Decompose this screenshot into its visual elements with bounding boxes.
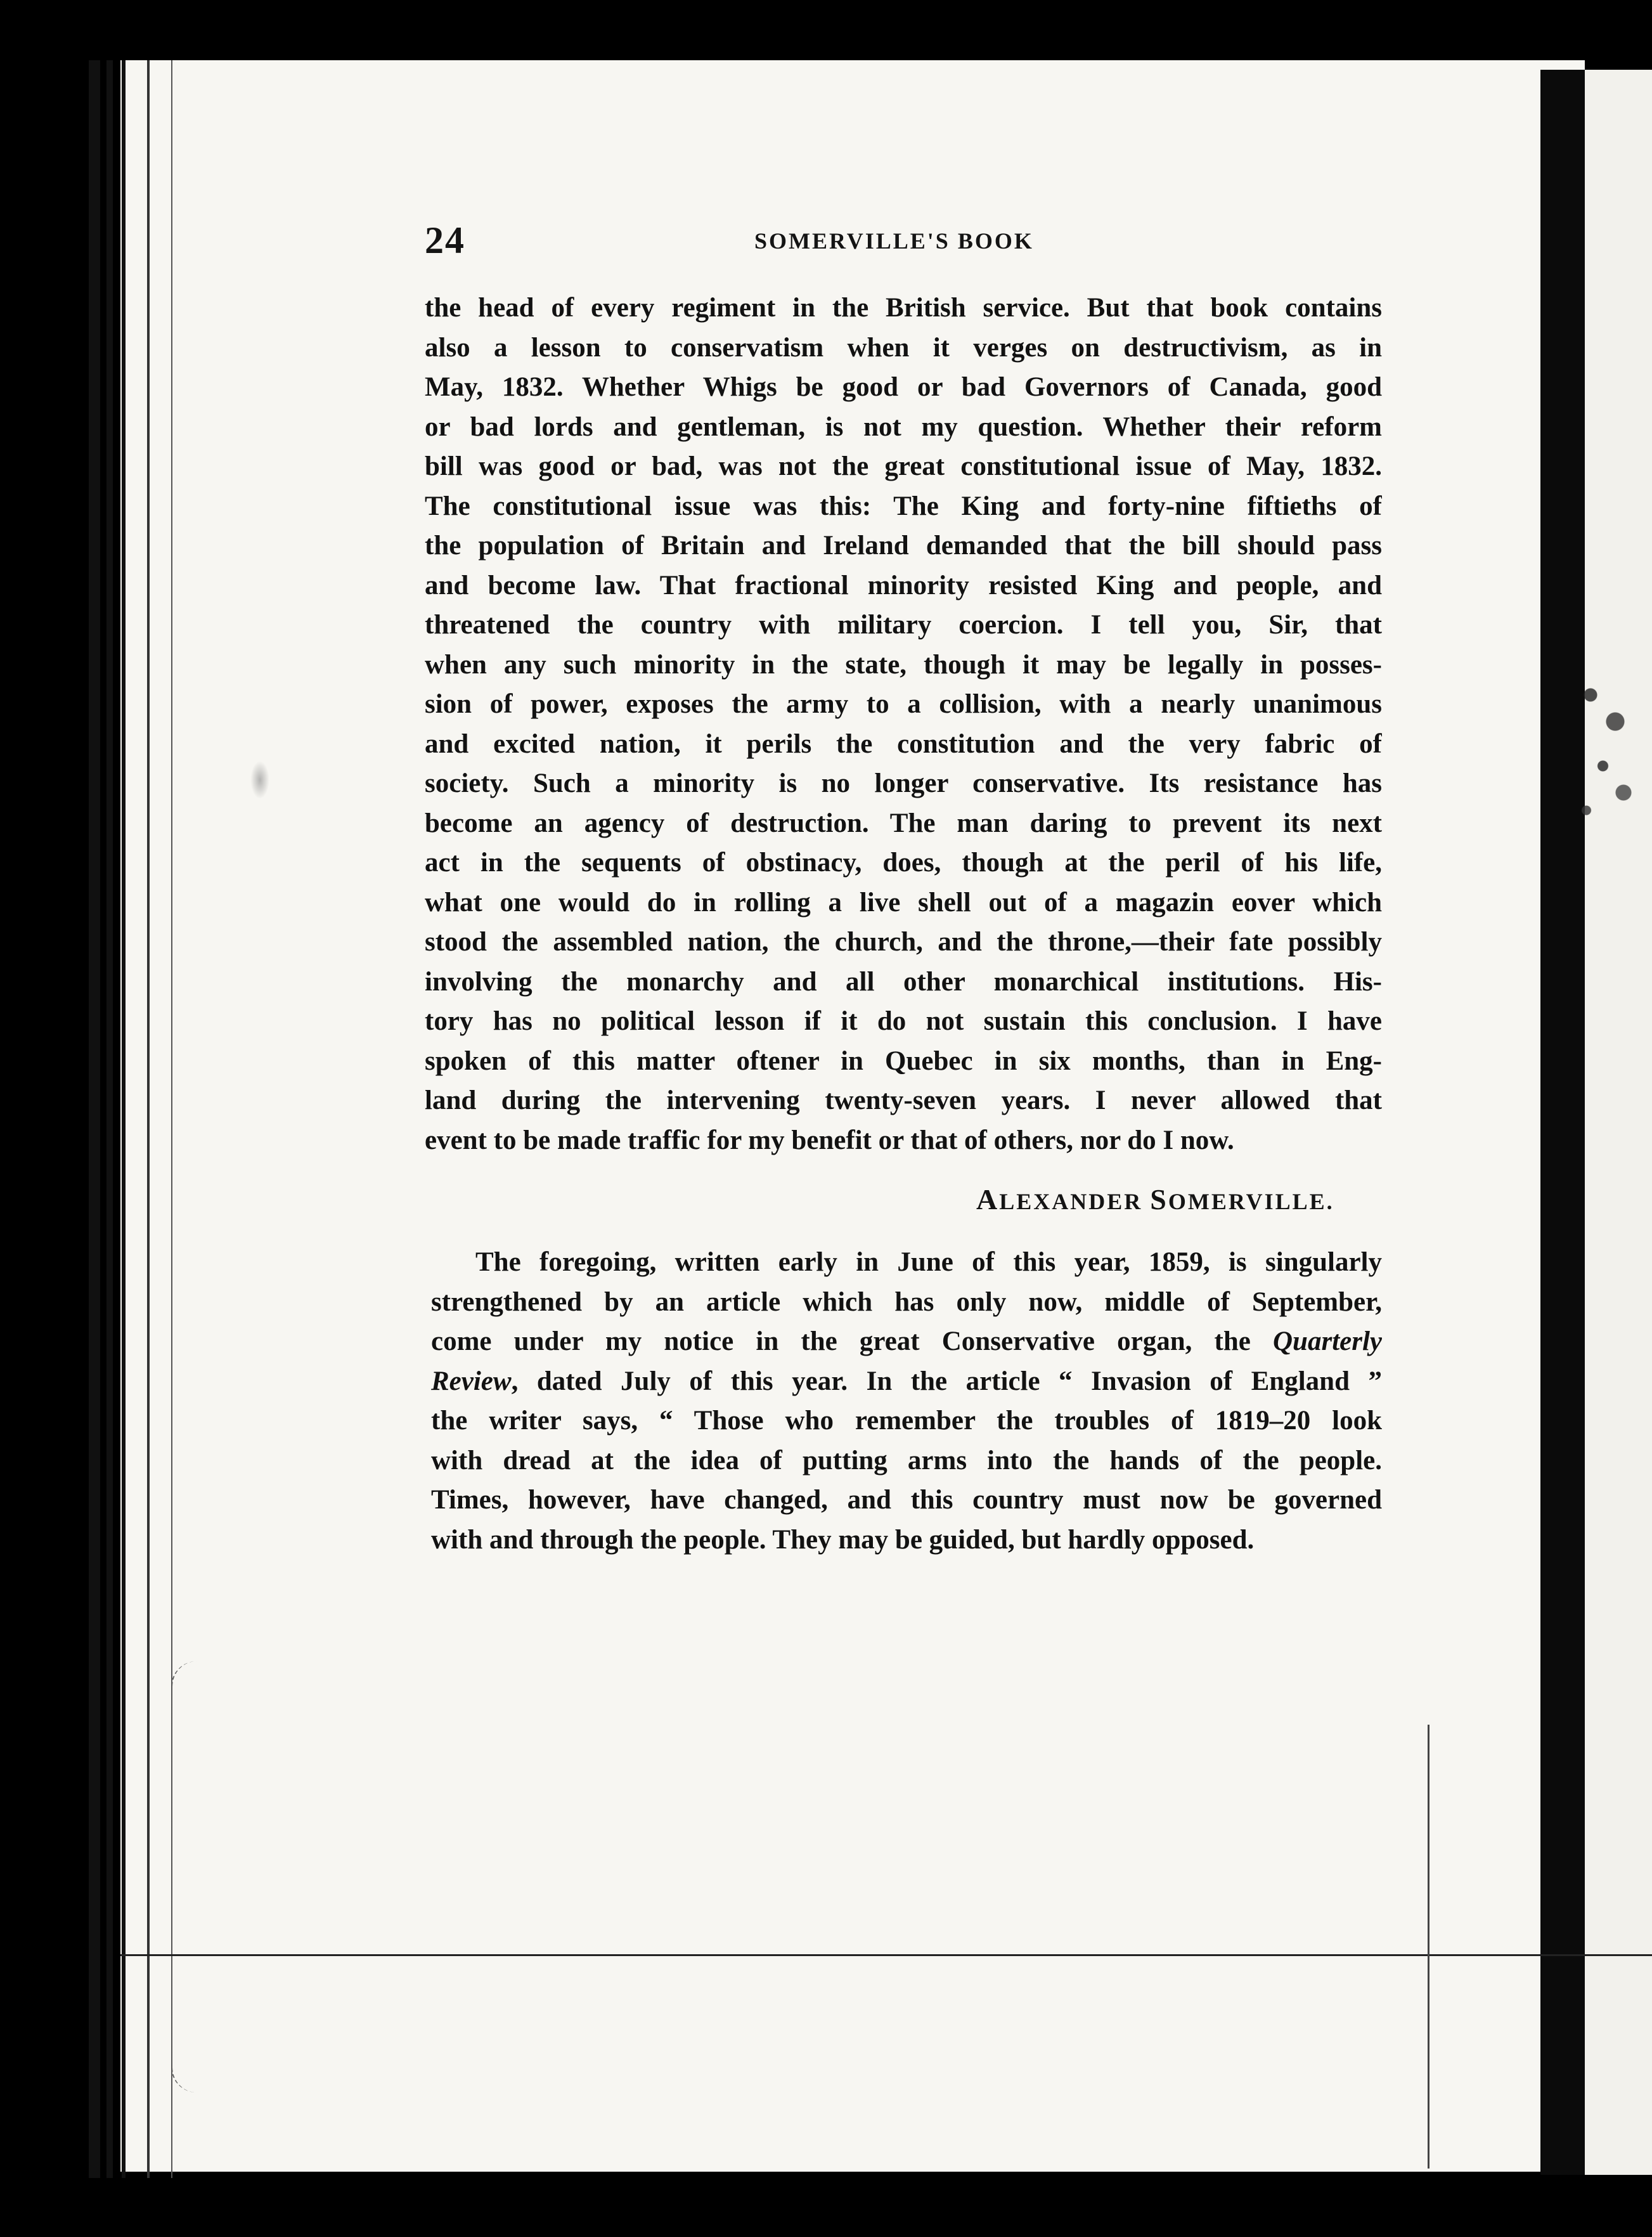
text-segment: come under my notice in the great Conservative organ, the (431, 1326, 1273, 1356)
text-line: and become law. That fractional minority resisted King and people, and (425, 570, 1382, 600)
text-line: threatened the country with military coercion. I tell you, Sir, that (425, 610, 1382, 640)
page-gutter (1540, 70, 1585, 2175)
text-line: spoken of this matter oftener in Quebec in six months, than in Eng- (425, 1046, 1382, 1076)
text-line: when any such minority in the state, though it may be legally in posses- (425, 649, 1382, 680)
text-line: May, 1832. Whether Whigs be good or bad Governors of Canada, good (425, 372, 1382, 402)
publication-title: Review (431, 1366, 512, 1396)
text-line: with dread at the idea of putting arms into the hands of the people. (431, 1445, 1382, 1475)
text-segment: , dated July of this year. In the article “ Invasion of England ” (511, 1366, 1382, 1396)
text-line: land during the intervening twenty-seven years. I never allowed that (425, 1086, 1382, 1115)
text-line: or bad lords and gentleman, is not my question. Whether their reform (425, 412, 1382, 442)
page-number: 24 (425, 219, 465, 261)
text-line: the population of Britain and Ireland demanded that the bill should pass (425, 531, 1382, 561)
facing-page-edge (1585, 70, 1652, 2175)
text-line: The constitutional issue was this: The King and forty-nine fiftieths of (425, 491, 1382, 521)
scan-line (1428, 1725, 1429, 2169)
signature-text: OMERVILLE. (1168, 1189, 1334, 1214)
paragraph-1 (425, 289, 1382, 1160)
page-header (425, 219, 1388, 269)
text-line: the writer says, “ Those who remember the troubles of 1819–20 look (431, 1406, 1382, 1436)
binding-edge (106, 60, 113, 2178)
text-line: the head of every regiment in the British service. But that book contains (425, 293, 1382, 323)
text-line: strengthened by an article which has only now, middle of September, (431, 1287, 1382, 1317)
signature-initial: A (976, 1183, 1000, 1216)
text-line: involving the monarchy and all other monarchical institutions. His- (425, 966, 1382, 997)
text-line: Times, however, have changed, and this country must now be governed (431, 1485, 1382, 1515)
text-line (431, 1322, 1382, 1362)
text-line: with and through the people. They may be guided, but hardly opposed. (431, 1524, 1255, 1555)
text-line: also a lesson to conservatism when it verges on destructivism, as in (425, 332, 1382, 363)
text-line: stood the assembled nation, the church, and the throne,—their fate possibly (425, 927, 1382, 957)
page-curl-shadow (171, 1661, 210, 2092)
text-line: society. Such a minority is no longer conservative. Its resistance has (425, 768, 1382, 798)
text-line: act in the sequents of obstinacy, does, though at the peril of his life, (425, 848, 1382, 878)
text-line: what one would do in rolling a live shell out of a magazin eover which (425, 887, 1382, 917)
running-head: SOMERVILLE'S BOOK (754, 228, 1034, 254)
scan-speckle (1566, 659, 1648, 837)
text-line: sion of power, exposes the army to a collision, with a nearly unanimous (425, 689, 1382, 719)
text-line: bill was good or bad, was not the great constitutional issue of May, 1832. (425, 451, 1382, 481)
binding-edge (147, 60, 150, 2178)
binding-edge (122, 60, 126, 2178)
paragraph-2 (431, 1243, 1382, 1560)
scan-line (120, 1954, 1652, 1956)
signature-initial: S (1150, 1183, 1168, 1216)
text-line: become an agency of destruction. The man daring to prevent its next (425, 808, 1382, 838)
text-line: and excited nation, it perils the constitution and the very fabric of (425, 729, 1382, 759)
text-line: tory has no political lesson if it do not sustain this conclusion. I have (425, 1006, 1382, 1036)
publication-title: Quarterly (1273, 1326, 1382, 1356)
text-line: event to be made traffic for my benefit or that of others, nor do I now. (425, 1125, 1234, 1155)
scan-smudge (250, 761, 269, 799)
author-signature (976, 1183, 1334, 1216)
text-line (431, 1362, 1382, 1402)
binding-edge (89, 60, 100, 2178)
signature-text: LEXANDER (999, 1189, 1143, 1214)
text-line: The foregoing, written early in June of this year, 1859, is singularly (475, 1247, 1382, 1277)
